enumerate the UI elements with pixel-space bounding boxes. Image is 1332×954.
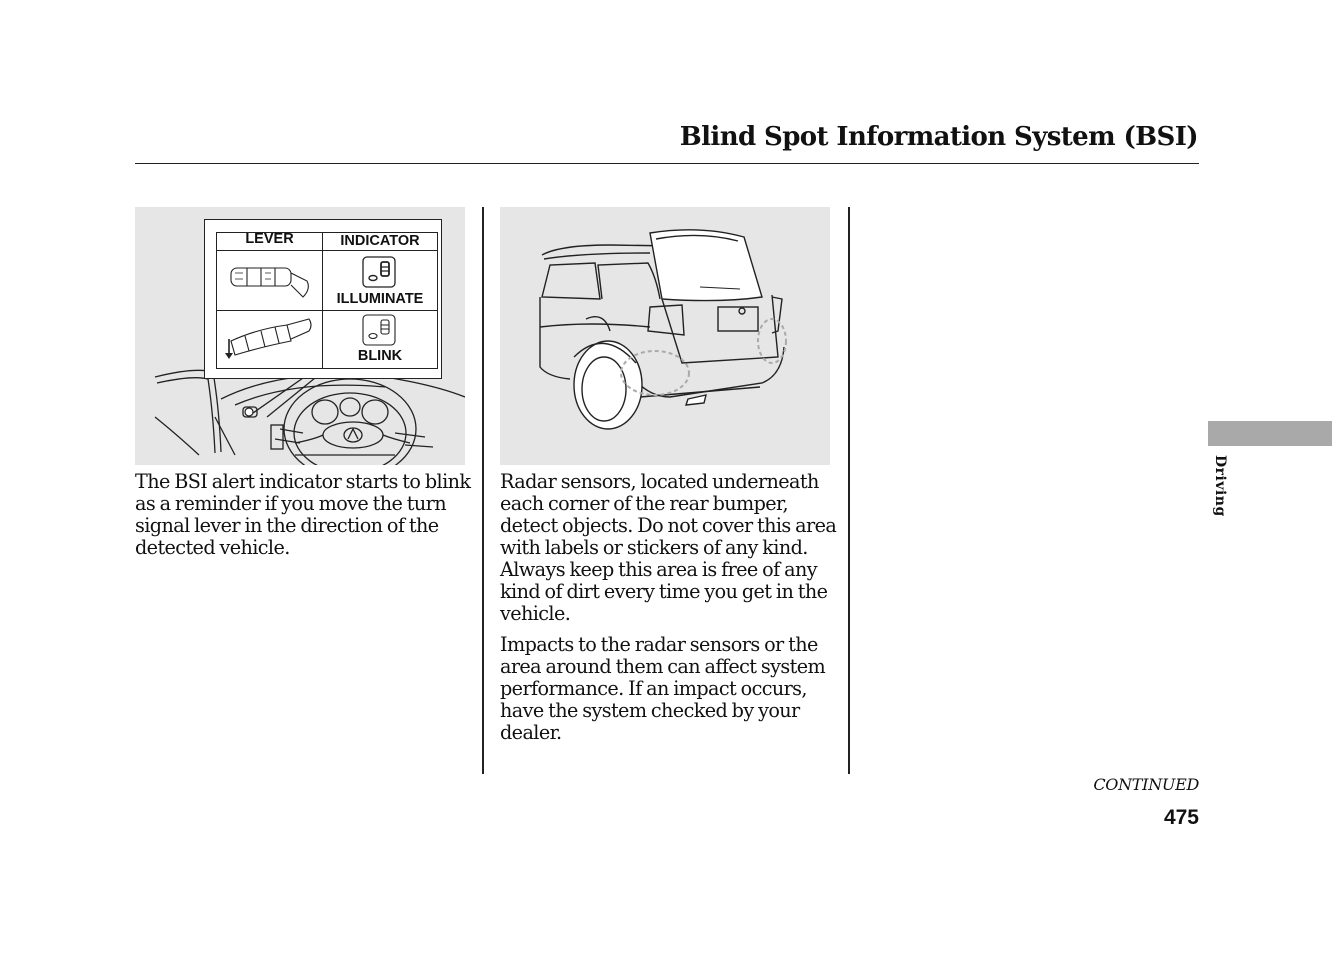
header-rule bbox=[135, 163, 1199, 164]
column-divider-2 bbox=[848, 207, 850, 774]
column-divider-1 bbox=[482, 207, 484, 774]
turn-signal-lever-neutral-icon bbox=[217, 251, 323, 311]
continued-label: CONTINUED bbox=[1093, 775, 1199, 794]
vehicle-rear-illustration bbox=[500, 207, 830, 465]
lever-column-header: LEVER bbox=[245, 231, 294, 247]
dashboard-illustration bbox=[135, 207, 465, 465]
bsi-indicator-illuminated-icon bbox=[323, 253, 437, 293]
turn-signal-lever-down-icon bbox=[217, 311, 323, 368]
suv-rear-drawing bbox=[500, 207, 830, 465]
middle-paragraph-2: Impacts to the radar sensors or the area around them can affect system performance. If an impact occurs, have the system checked by your dealer. bbox=[500, 633, 826, 744]
indicator-column-header: INDICATOR bbox=[340, 233, 420, 249]
section-tab bbox=[1208, 421, 1332, 446]
illuminate-label: ILLUMINATE bbox=[336, 291, 424, 307]
bsi-indicator-blinking-icon bbox=[323, 311, 437, 351]
page-number: 475 bbox=[1163, 806, 1199, 829]
section-tab-label: Driving bbox=[1212, 455, 1228, 517]
left-paragraph: The BSI alert indicator starts to blink as a reminder if you move the turn signal lever in the direction of the detected vehicle. bbox=[135, 470, 471, 559]
lever-indicator-table bbox=[204, 219, 442, 379]
page-title: Blind Spot Information System (BSI) bbox=[679, 122, 1198, 152]
blink-label: BLINK bbox=[357, 348, 403, 364]
middle-paragraph-1: Radar sensors, located underneath each corner of the rear bumper, detect objects. Do not cover this area with labels or stickers of any kind. Always keep this area is free of any kind of dirt every time you get in the vehicle. bbox=[500, 470, 837, 625]
